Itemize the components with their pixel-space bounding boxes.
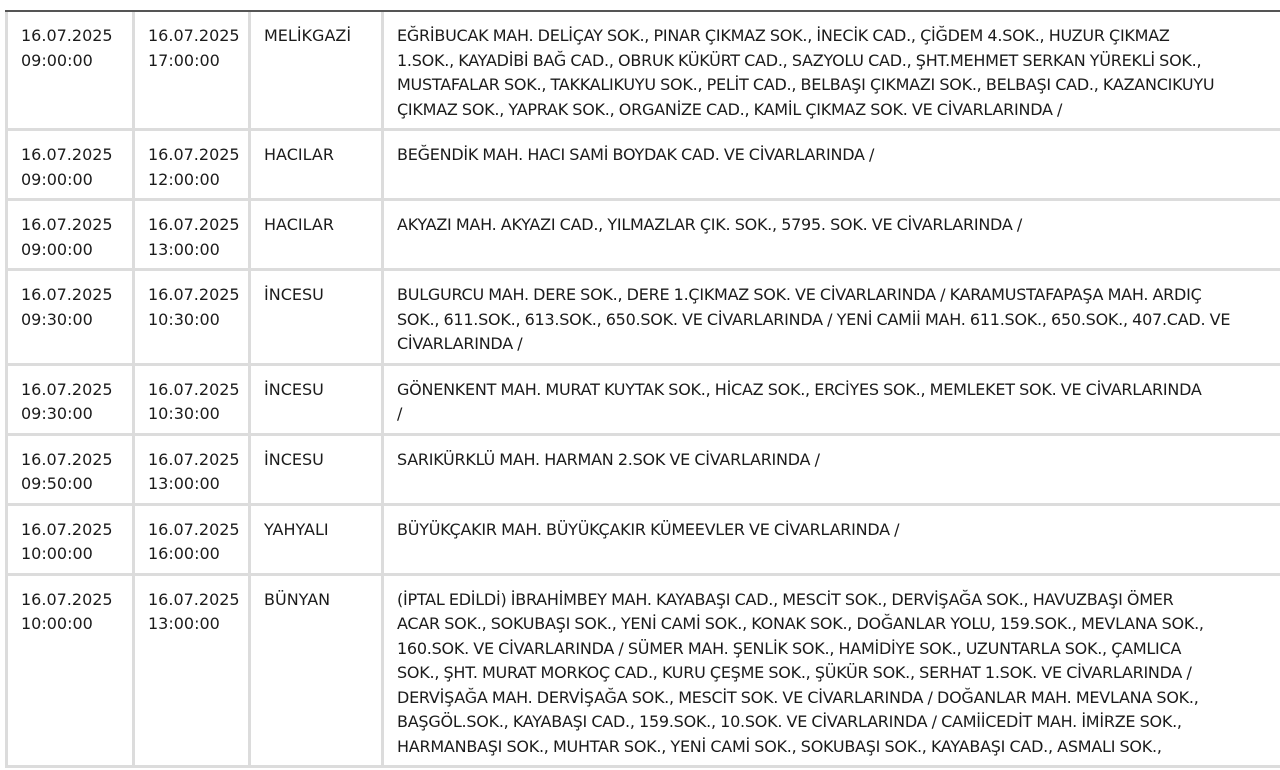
end-date: 16.07.2025 bbox=[148, 449, 240, 469]
address-line: BAŞGÖL.SOK., KAYABAŞI CAD., 159.SOK., 10.SOK. VE CİVARLARINDA / CAMİİCEDİT MAH. İMİRZE SOK., bbox=[397, 712, 1182, 731]
table-row bbox=[5, 12, 1280, 131]
start-date: 16.07.2025 bbox=[21, 449, 113, 469]
table-row bbox=[5, 366, 1280, 436]
address-line: 160.SOK. VE CİVARLARINDA / SÜMER MAH. ŞENLİK SOK., HAMİDİYE SOK., UZUNTARLA SOK., ÇAMLICA bbox=[397, 638, 1182, 658]
address-line: AKYAZI MAH. AKYAZI CAD., YILMAZLAR ÇIK. SOK., 5795. SOK. VE CİVARLARINDA / bbox=[397, 215, 1022, 234]
address-line: MUSTAFALAR SOK., TAKKALIKUYU SOK., PELİT CAD., BELBAŞI ÇIKMAZI SOK., BELBAŞI CAD., KAZANCIKUYU bbox=[397, 75, 1215, 94]
outage-table-body bbox=[5, 12, 1280, 768]
start-time: 09:00:00 bbox=[21, 50, 93, 70]
start-cell bbox=[5, 436, 135, 506]
address-cell bbox=[384, 131, 1280, 201]
address-line: EĞRİBUCAK MAH. DELİÇAY SOK., PINAR ÇIKMAZ SOK., İNECİK CAD., ÇİĞDEM 4.SOK., HUZUR ÇIKMAZ bbox=[397, 26, 1170, 45]
district-name: İNCESU bbox=[264, 449, 324, 469]
district-cell bbox=[251, 366, 384, 436]
table-row bbox=[5, 131, 1280, 201]
address-line: BEĞENDİK MAH. HACI SAMİ BOYDAK CAD. VE CİVARLARINDA / bbox=[397, 145, 875, 164]
start-cell bbox=[5, 506, 135, 576]
end-time: 13:00:00 bbox=[148, 614, 220, 633]
start-date: 16.07.2025 bbox=[21, 589, 113, 609]
end-cell bbox=[135, 436, 251, 506]
address-line: HARMANBAŞI SOK., MUHTAR SOK., YENİ CAMİ SOK., SOKUBAŞI SOK., KAYABAŞI CAD., ASMALI SOK., bbox=[397, 736, 1162, 756]
district-cell bbox=[251, 576, 384, 769]
table-row bbox=[5, 271, 1280, 366]
district-name: İNCESU bbox=[264, 285, 324, 304]
table-row bbox=[5, 506, 1280, 576]
address-line: BULGURCU MAH. DERE SOK., DERE 1.ÇIKMAZ SOK. VE CİVARLARINDA / KARAMUSTAFAPAŞA MAH. ARDIÇ bbox=[397, 285, 1202, 304]
table-row bbox=[5, 436, 1280, 506]
end-date: 16.07.2025 bbox=[148, 589, 240, 609]
district-cell bbox=[251, 271, 384, 366]
district-cell bbox=[251, 131, 384, 201]
district-name: İNCESU bbox=[264, 379, 324, 399]
end-date: 16.07.2025 bbox=[148, 519, 240, 539]
address-line: BÜYÜKÇAKIR MAH. BÜYÜKÇAKIR KÜMEEVLER VE CİVARLARINDA / bbox=[397, 519, 900, 539]
start-cell bbox=[5, 366, 135, 436]
end-date: 16.07.2025 bbox=[148, 145, 240, 164]
district-name: MELİKGAZİ bbox=[264, 26, 352, 45]
end-cell bbox=[135, 12, 251, 131]
end-time: 13:00:00 bbox=[148, 474, 220, 493]
table-row bbox=[5, 201, 1280, 271]
end-time: 13:00:00 bbox=[148, 239, 220, 259]
start-date: 16.07.2025 bbox=[21, 379, 113, 399]
end-cell bbox=[135, 271, 251, 366]
end-cell bbox=[135, 131, 251, 201]
end-time: 16:00:00 bbox=[148, 544, 220, 563]
table-row bbox=[5, 576, 1280, 769]
district-cell bbox=[251, 506, 384, 576]
start-time: 10:00:00 bbox=[21, 544, 93, 563]
start-time: 09:30:00 bbox=[21, 309, 93, 329]
start-date: 16.07.2025 bbox=[21, 285, 113, 304]
end-cell bbox=[135, 366, 251, 436]
end-time: 17:00:00 bbox=[148, 50, 220, 70]
end-cell bbox=[135, 576, 251, 769]
address-line: ÇIKMAZ SOK., YAPRAK SOK., ORGANİZE CAD., KAMİL ÇIKMAZ SOK. VE CİVARLARINDA / bbox=[397, 99, 1063, 119]
address-cell bbox=[384, 436, 1280, 506]
district-name: BÜNYAN bbox=[264, 589, 331, 609]
start-date: 16.07.2025 bbox=[21, 519, 113, 539]
start-cell bbox=[5, 201, 135, 271]
address-line: CİVARLARINDA / bbox=[397, 334, 523, 353]
address-line: SARIKÜRKLÜ MAH. HARMAN 2.SOK VE CİVARLARINDA / bbox=[397, 449, 820, 469]
start-time: 10:00:00 bbox=[21, 614, 93, 633]
start-time: 09:00:00 bbox=[21, 169, 93, 189]
address-line: 1.SOK., KAYADİBİ BAĞ CAD., OBRUK KÜKÜRT CAD., SAZYOLU CAD., ŞHT.MEHMET SERKAN YÜREKLİ SOK., bbox=[397, 50, 1202, 70]
address-line: GÖNENKENT MAH. MURAT KUYTAK SOK., HİCAZ SOK., ERCİYES SOK., MEMLEKET SOK. VE CİVARLARINDA bbox=[397, 379, 1202, 399]
start-cell bbox=[5, 12, 135, 131]
address-line: ACAR SOK., SOKUBAŞI SOK., YENİ CAMİ SOK., KONAK SOK., DOĞANLAR YOLU, 159.SOK., MEVLANA SOK., bbox=[397, 614, 1204, 633]
end-date: 16.07.2025 bbox=[148, 379, 240, 399]
outage-table bbox=[5, 10, 1280, 768]
start-date: 16.07.2025 bbox=[21, 26, 113, 45]
end-cell bbox=[135, 506, 251, 576]
end-cell bbox=[135, 201, 251, 271]
start-time: 09:00:00 bbox=[21, 239, 93, 259]
district-name: HACILAR bbox=[264, 145, 334, 164]
address-cell bbox=[384, 271, 1280, 366]
address-line: / bbox=[397, 404, 403, 423]
district-name: HACILAR bbox=[264, 215, 334, 234]
address-line: SOK., ŞHT. MURAT MORKOÇ CAD., KURU ÇEŞME SOK., ŞÜKÜR SOK., SERHAT 1.SOK. VE CİVARLARINDA / bbox=[397, 663, 1192, 682]
district-cell bbox=[251, 12, 384, 131]
address-cell bbox=[384, 201, 1280, 271]
end-time: 10:30:00 bbox=[148, 309, 220, 329]
address-cell bbox=[384, 12, 1280, 131]
address-line: SOK., 611.SOK., 613.SOK., 650.SOK. VE CİVARLARINDA / YENİ CAMİİ MAH. 611.SOK., 650.SOK., 407.CAD. VE bbox=[397, 309, 1231, 329]
start-cell bbox=[5, 271, 135, 366]
district-name: YAHYALI bbox=[264, 519, 329, 539]
address-line: (İPTAL EDİLDİ) İBRAHİMBEY MAH. KAYABAŞI CAD., MESCİT SOK., DERVİŞAĞA SOK., HAVUZBAŞI ÖMER bbox=[397, 589, 1174, 609]
start-time: 09:50:00 bbox=[21, 474, 93, 493]
start-date: 16.07.2025 bbox=[21, 145, 113, 164]
district-cell bbox=[251, 436, 384, 506]
address-cell bbox=[384, 366, 1280, 436]
address-cell bbox=[384, 506, 1280, 576]
end-date: 16.07.2025 bbox=[148, 285, 240, 304]
start-cell bbox=[5, 576, 135, 769]
end-date: 16.07.2025 bbox=[148, 215, 240, 234]
end-time: 12:00:00 bbox=[148, 169, 220, 189]
end-date: 16.07.2025 bbox=[148, 26, 240, 45]
start-date: 16.07.2025 bbox=[21, 215, 113, 234]
address-line: DERVİŞAĞA MAH. DERVİŞAĞA SOK., MESCİT SOK. VE CİVARLARINDA / DOĞANLAR MAH. MEVLANA SOK., bbox=[397, 687, 1199, 707]
address-cell bbox=[384, 576, 1280, 769]
district-cell bbox=[251, 201, 384, 271]
start-cell bbox=[5, 131, 135, 201]
start-time: 09:30:00 bbox=[21, 404, 93, 423]
end-time: 10:30:00 bbox=[148, 404, 220, 423]
